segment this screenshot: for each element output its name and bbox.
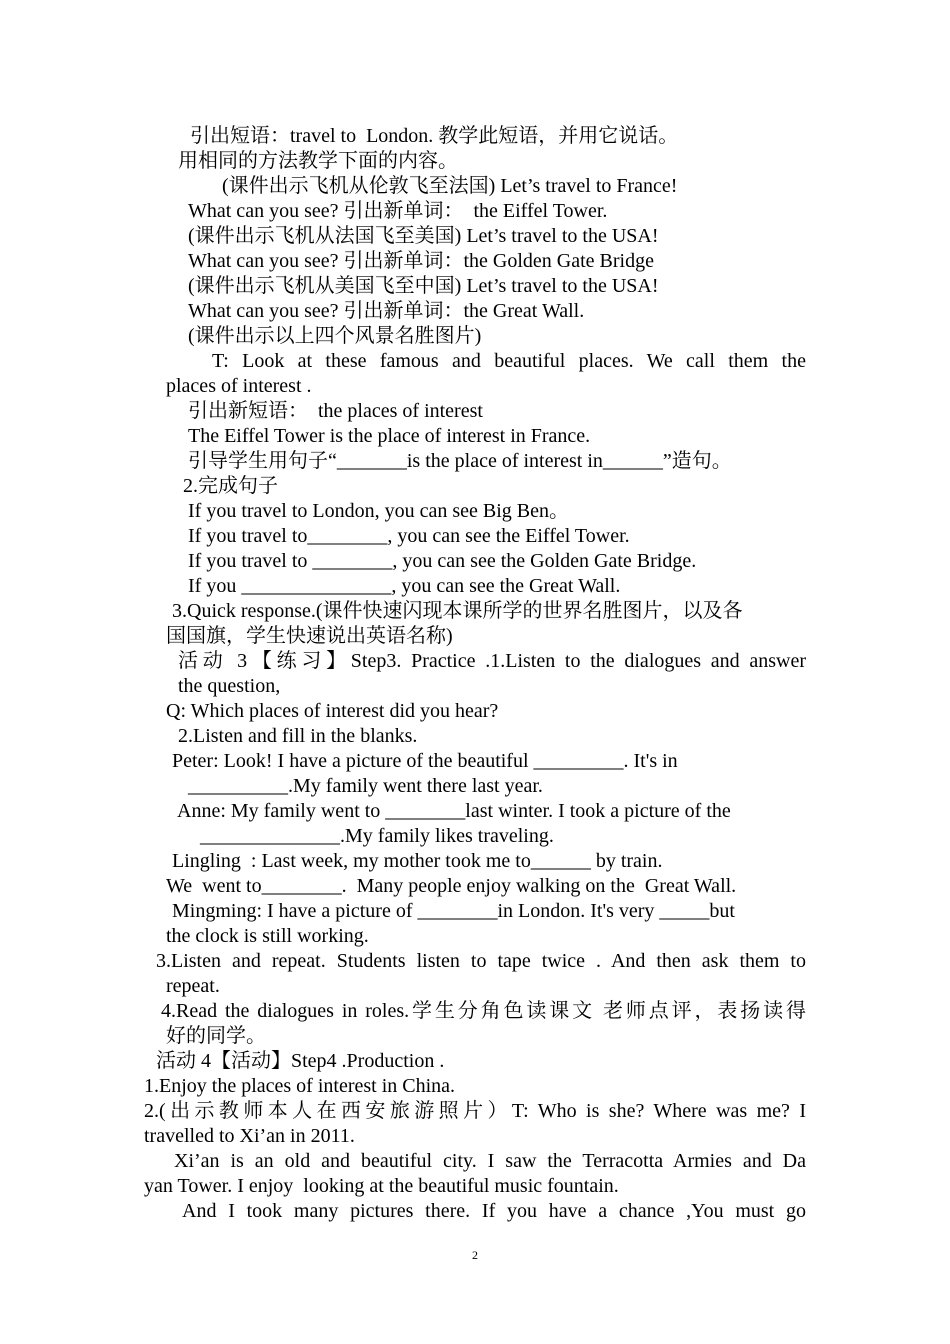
text-line: If you travel to London, you can see Big Ben。: [188, 500, 570, 522]
text-line: 国国旗，学生快速说出英语名称): [166, 625, 453, 647]
text-line: 好的同学。: [166, 1025, 266, 1047]
text-line: 3.Quick response.(课件快速闪现本课所学的世界名胜图片，以及各: [172, 600, 743, 622]
text-line: Mingming: I have a picture of ________in London. It's very _____but: [172, 900, 735, 922]
text-line: (课件出示飞机从美国飞至中国) Let’s travel to the USA!: [188, 275, 659, 297]
text-line: yan Tower. I enjoy looking at the beautiful music fountain.: [144, 1175, 619, 1197]
text-line: Q: Which places of interest did you hear?: [166, 700, 499, 722]
text-line: repeat.: [166, 975, 220, 997]
text-line: (课件出示飞机从法国飞至美国) Let’s travel to the USA!: [188, 225, 659, 247]
text-line: 2.完成句子: [183, 475, 278, 497]
text-line: 2.(出示教师本人在西安旅游照片）T: Who is she? Where was me? I: [144, 1100, 806, 1122]
text-line: 引出新短语： the places of interest: [188, 400, 483, 422]
text-line: What can you see? 引出新单词： the Eiffel Tower.: [188, 200, 608, 222]
text-line: Peter: Look! I have a picture of the beautiful _________. It's in: [172, 750, 678, 772]
text-line: (课件出示以上四个风景名胜图片): [188, 325, 482, 347]
text-line: 3.Listen and repeat. Students listen to tape twice . And then ask them to: [156, 950, 806, 972]
text-line: If you _______________, you can see the Great Wall.: [188, 575, 621, 597]
text-line: 引出短语：travel to London. 教学此短语，并用它说话。: [190, 125, 679, 147]
text-line: 1.Enjoy the places of interest in China.: [144, 1075, 456, 1097]
text-line: the question,: [178, 675, 281, 697]
text-line: 用相同的方法教学下面的内容。: [178, 150, 458, 172]
page-number: 2: [472, 1248, 478, 1262]
text-line: Lingling : Last week, my mother took me to______ by train.: [172, 850, 663, 872]
text-line: places of interest .: [166, 375, 312, 397]
text-line: 活动 4【活动】Step4 .Production .: [156, 1050, 445, 1072]
text-line: If you travel to________, you can see the Eiffel Tower.: [188, 525, 630, 547]
text-line: If you travel to ________, you can see the Golden Gate Bridge.: [188, 550, 697, 572]
text-line: T: Look at these famous and beautiful places. We call them the: [212, 350, 806, 372]
text-line: the clock is still working.: [166, 925, 369, 947]
text-line: (课件出示飞机从伦敦飞至法国) Let’s travel to France!: [222, 175, 678, 197]
text-line: Xi’an is an old and beautiful city. I saw the Terracotta Armies and Da: [174, 1150, 806, 1172]
text-line: The Eiffel Tower is the place of interest in France.: [188, 425, 591, 447]
text-line: travelled to Xi’an in 2011.: [144, 1125, 355, 1147]
text-line: 引导学生用句子“_______is the place of interest in______”造句。: [188, 450, 732, 472]
text-line: __________.My family went there last year.: [188, 775, 543, 797]
text-line: And I took many pictures there. If you have a chance ,You must go: [182, 1200, 806, 1222]
text-line: 2.Listen and fill in the blanks.: [178, 725, 418, 747]
text-line: Anne: My family went to ________last winter. I took a picture of the: [177, 800, 731, 822]
text-line: What can you see? 引出新单词：the Golden Gate Bridge: [188, 250, 654, 272]
text-line: What can you see? 引出新单词：the Great Wall.: [188, 300, 585, 322]
text-line: ______________.My family likes traveling.: [200, 825, 554, 847]
text-line: We went to________. Many people enjoy walking on the Great Wall.: [166, 875, 737, 897]
text-line: 活动 3【练习】Step3. Practice .1.Listen to the dialogues and answer: [178, 650, 806, 672]
text-line: 4.Read the dialogues in roles.学生分角色读课文 老师点评，表扬读得: [161, 1000, 806, 1022]
